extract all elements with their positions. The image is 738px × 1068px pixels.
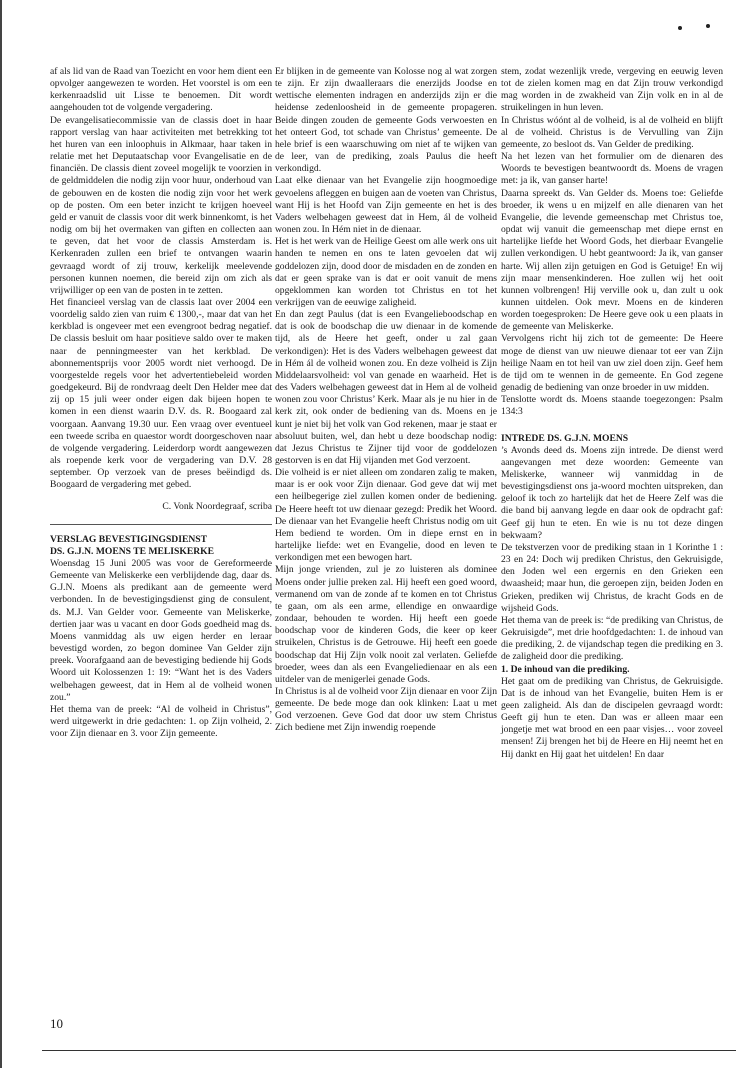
paragraph: Tenslotte wordt ds. Moens staande toegezongen: Psalm 134:3 bbox=[501, 394, 723, 418]
subheading: 1. De inhoud van die prediking. bbox=[501, 663, 630, 675]
scan-speck bbox=[706, 24, 710, 28]
paragraph: De evangelisatiecommissie van de classis doet in haar rapport verslag van haar activiteiten met betrekking tot het huren van een inloophuis in Alkmaar, haar taken in relatie met het Deputaatschap voor Evangelisatie en de financiën. De classis dient zoveel mogelijk te voorzien in de geldmiddelen die nodig zijn voor huur, onderhoud van de gebouwen en de kosten die nodig zijn voor het werk op de posten. Om een beter inzicht te krijgen hoeveel geld er vanuit de classis voor dit werk binnenkomt, is het nodig om bij het overmaken van giften en collecten aan te geven, dat het voor de classis Amsterdam is. Kerkenraden zullen een brief te ontvangen waarin gevraagd wordt of zij trouw, kerkelijk meelevende personen kunnen noemen, die bereid zijn om zich als vrijwilliger op een van de posten in te zetten. bbox=[50, 114, 272, 296]
paragraph: In Christus is al de volheid voor Zijn dienaar en voor Zijn gemeente. De bede moge dan ook klinken: Laat u met God verzoenen. Geve God dat door uw stem Christus Zich bediene met Zijn inwendig roepende bbox=[275, 685, 497, 734]
paragraph: Er blijken in de gemeente van Kolosse nog al wat zorgen te zijn. Er zijn dwaalleraars die enerzijds Joodse en wettische elementen indragen en anderzijds zijn er die heidense zedenloosheid in de gemeente propageren. Beide dingen zouden de gemeente Gods verwoesten en het onteert God, tot schade van Christus’ gemeente. De hele brief is een waarschuwing om niet af te wijken van de leer, van de prediking, zoals Paulus die heeft verkondigd. bbox=[275, 66, 497, 175]
paragraph: Het financieel verslag van de classis laat over 2004 een voordelig saldo zien van ruim € 1300,-, maar dat van het kerkblad is ongeveer met een evengroot bedrag negatief. De classis besluit om haar positieve saldo over te maken naar de penningmeester van het kerkblad. De abonnementsprijs voor 2005 wordt niet verhoogd. De voorgestelde regels voor het advertentiebeleid worden goedgekeurd. Bij de rondvraag deelt Den Helder mee dat zij op 15 juli weer onder eigen dak bijeen hopen te komen in een dienst waarin D.V. ds. R. Boogaard zal voorgaan. Aanvang 19.30 uur. Een vraag over eventueel een tweede scriba en quaestor wordt doorgeschoven naar de volgende vergadering. Leiderdorp wordt aangewezen als roepende kerk voor de vergadering van D.V. 28 september. Op verzoek van de preses beëindigd ds. Boogaard de vergadering met gebed. bbox=[50, 296, 272, 491]
paragraph: af als lid van de Raad van Toezicht en voor hem dient een opvolger aangewezen te worden. Het voorstel is om een kerkenraadslid uit Lisse te benoemen. Dit wordt aangehouden tot de volgende vergadering. bbox=[50, 66, 272, 114]
paragraph: Laat elke dienaar van het Evangelie zijn hoogmoedige gevoelens afleggen en buigen aan de voeten van Christus, want Hij is het Hoofd van Zijn gemeente en het is des Vaders welbehagen geweest dat in Hem, ál de volheid wonen zou. In Hém niet in de dienaar. bbox=[275, 175, 497, 236]
section-heading: INTREDE DS. G.J.N. MOENS bbox=[501, 432, 629, 444]
section-gap bbox=[501, 419, 723, 433]
paragraph: stem, zodat wezenlijk vrede, vergeving en eeuwig leven tot de zielen komen mag en dat Zijn trouw verkondigd mag worden in de zwakheid van Zijn volk en in al de struikelingen in hun leven. bbox=[501, 66, 723, 114]
paragraph: Woensdag 15 Juni 2005 was voor de Gereformeerde Gemeente van Meliskerke een verblijdende dag, daar ds. G.J.N. Moens als predikant aan de gemeente werd verbonden. In de bevestigingsdienst ging de consulent, ds. M.J. Van Gelder voor. Gemeente van Meliskerke, dertien jaar was u vacant en door Gods goedheid mag ds. Moens vanmiddag als uw eigen herder en leraar bevestigd worden, zo begon dominee Van Gelder zijn preek. Voorafgaand aan de bevestiging bediende hij Gods Woord uit Kolossenzen 1: 19: “Want het is des Vaders welbehagen geweest, dat in Hem al de volheid wonen zou.” bbox=[50, 557, 272, 703]
column-1 bbox=[50, 66, 272, 740]
paragraph: Die volheid is er niet alleen om zondaren zalig te maken, maar is er ook voor Zijn dienaar. God geve dat wij met een heilbegerige ziel zullen komen onder de bediening. De Heere heeft tot uw dienaar gezegd: Predik het Woord. De dienaar van het Evangelie heeft Christus nodig om uit Hem bediend te worden. Om in diepe ernst en in hartelijke liefde: wet en Evangelie, dood en leven te verkondigen met een bewogen hart. bbox=[275, 467, 497, 564]
paragraph: Mijn jonge vrienden, zul je zo luisteren als dominee Moens onder jullie preken zal. Hij heeft een goed woord, vermanend om van de zonde af te komen en tot Christus te gaan, om als een arme, ellendige en onwaardige zondaar, behouden te worden. Hij heeft een goede boodschap voor de kinderen Gods, die keer op keer struikelen, Christus is de Getrouwe. Hij heeft een goede boodschap dat Hij Zijn volk nooit zal verlaten. Geliefde broeder, wees dan als een Evangeliedienaar en als een uitdeler van de menigerlei genade Gods. bbox=[275, 564, 497, 685]
paragraph: Na het lezen van het formulier om de dienaren des Woords te bevestigen beantwoordt ds. Moens de vragen met: ja ik, van ganser harte! bbox=[501, 151, 723, 187]
article-heading-line: DS. G.J.N. MOENS TE MELISKERKE bbox=[50, 545, 215, 557]
column-2 bbox=[275, 66, 497, 735]
paragraph: Het thema van de preek is: “de prediking van Christus, de Gekruisigde”, met drie hoofdgedachten: 1. de inhoud van die prediking, 2. de vijandschap tegen die prediking en 3. de zaligheid door die prediking. bbox=[501, 614, 723, 663]
section-divider bbox=[50, 524, 272, 525]
paragraph: ’s Avonds deed ds. Moens zijn intrede. De dienst werd aangevangen met deze woorden: Gemeente van Meliskerke, wanneer wij vanmiddag in de bevestigingsdienst ons ja-woord mochten uitspreken, dan geloof ik toch zo hartelijk dat het de Heere Zelf was die die band bij aanvang legde en daar ook de opdracht gaf: Geef gij hun te eten. En wie is nu tot deze dingen bekwaam? bbox=[501, 444, 723, 541]
paragraph: Het thema van de preek: “Al de volheid in Christus”, werd uitgewerkt in drie gedachten: 1. op Zijn volheid, 2. voor Zijn dienaar en 3. voor Zijn gemeente. bbox=[50, 703, 272, 740]
paragraph: Daarna spreekt ds. Van Gelder ds. Moens toe: Geliefde broeder, ik wens u en mijzelf en alle dienaren van het Evangelie, die levende gemeenschap met Christus toe, opdat wij vanuit die gemeenschap met diepe ernst en hartelijke liefde het Woord Gods, het dierbaar Evangelie zullen verkondigen. U hebt geantwoord: Ja ik, van ganser harte. Wij allen zijn getuigen en God is Getuige! En wij zijn maar mensenkinderen. Hoe zullen wij het ooit kunnen volbrengen! Hij verville ook u, dan zult u ook kunnen uitdelen. Ook mevr. Moens en de kinderen worden toegesproken: De Heere geve ook u een plaats in de gemeente van Meliskerke. bbox=[501, 187, 723, 333]
footer-rule bbox=[42, 1050, 736, 1051]
paragraph: Het gaat om de prediking van Christus, de Gekruisigde. Dat is de inhoud van het Evangelie, buiten Hem is er geen zaligheid. Als dan de discipelen gevraagd wordt: Geeft gij hun te eten. Dan was er alleen maar een jongetje met wat brood en een paar visjes… voor zoveel mensen! Zij brengen het bij de Heere en Hij neemt het en Hij dankt en Hij gaat het uitdelen! En daar bbox=[501, 675, 723, 760]
signature: C. Vonk Noordegraaf, scriba bbox=[162, 501, 272, 513]
paragraph: De tekstverzen voor de prediking staan in 1 Korinthe 1 : 23 en 24: Doch wij prediken Christus, den Gekruisigde, den Joden wel een ergernis en den Grieken een dwaasheid; maar hun, die geroepen zijn, beiden Joden en Grieken, prediken wij Christus, de kracht Gods en de wijsheid Gods. bbox=[501, 541, 723, 614]
page-number: 10 bbox=[50, 1016, 63, 1031]
paragraph: In Christus wóónt al de volheid, is al de volheid en blijft al de volheid. Christus is de Vervulling van Zijn gemeente, zo besloot ds. Van Gelder de prediking. bbox=[501, 114, 723, 150]
paragraph: Het is het werk van de Heilige Geest om alle werk ons uit handen te nemen en ons te laten gevoelen dat wij goddelozen zijn, dood door de misdaden en de zonden en dat er geen sprake van is dat er ooit vanuit de mens opgeklommen kan worden tot Christus en tot het verkrijgen van de eeuwige zaligheid. bbox=[275, 236, 497, 308]
paragraph: Vervolgens richt hij zich tot de gemeente: De Heere moge de dienst van uw nieuwe dienaar tot eer van Zijn heilige Naam en tot heil van uw ziel doen zijn. Geef hem de tijd om te wennen in de gemeente. En God zegene genadig de bediening van onze broeder in uw midden. bbox=[501, 333, 723, 394]
paragraph: En dan zegt Paulus (dat is een Evangelieboodschap en dat is ook de boodschap die uw dienaar in de komende tijd, als de Heere het geeft, onder u zal gaan verkondigen): Het is des Vaders welbehagen geweest dat in Hém ál de volheid wonen zou. En deze volheid is Zijn Middelaarsvolheid: vol van genade en waarheid. Het is des Vaders welbehagen geweest dat in Hem al de volheid wonen zou voor Christus’ Kerk. Maar als je nu hier in de kerk zit, ook onder de bediening van ds. Moens en je kunt je niet bij het volk van God rekenen, maar je staat er absoluut buiten, wel, dan hebt u deze boodschap nodig: dat Jezus Christus te Zijner tijd voor de goddelozen gestorven is en dat Hij vijanden met God verzoent. bbox=[275, 309, 497, 466]
scan-speck bbox=[678, 26, 682, 30]
column-3 bbox=[501, 66, 723, 761]
scan-edge bbox=[0, 0, 2, 1068]
article-heading-line: VERSLAG BEVESTIGINGSDIENST bbox=[50, 533, 208, 545]
